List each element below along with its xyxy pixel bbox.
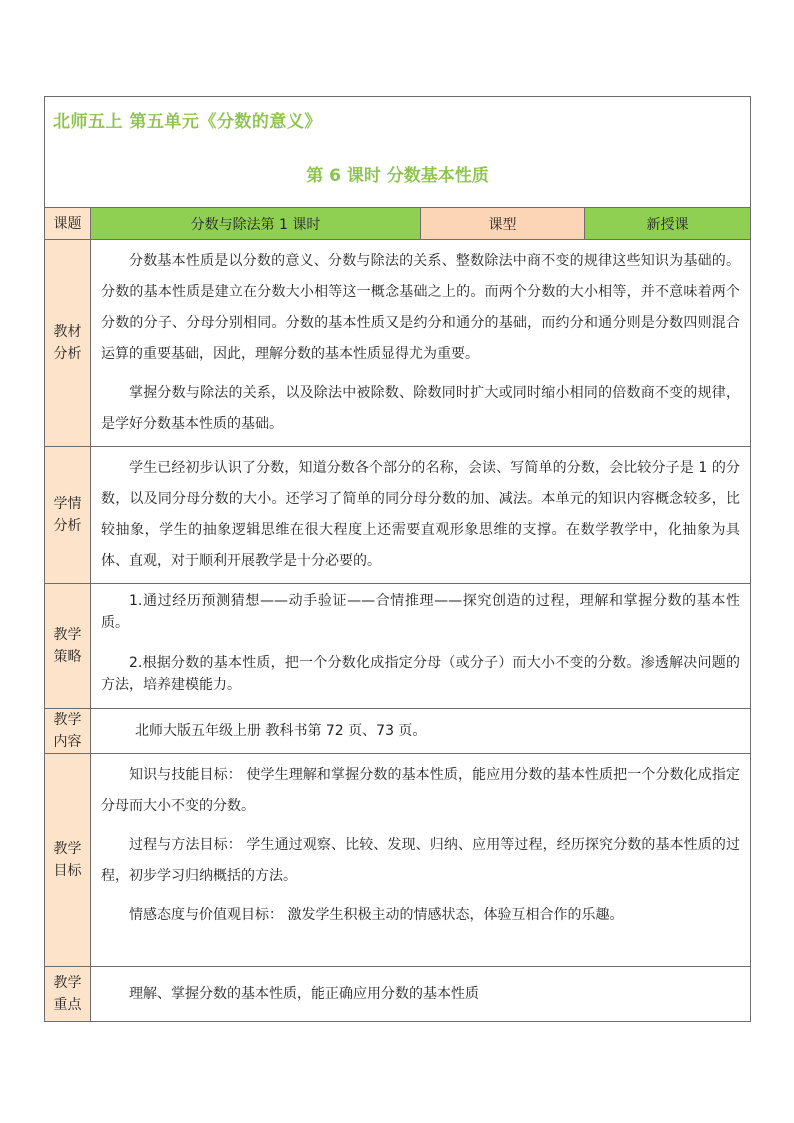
strategy-label: 教学 策略 bbox=[45, 584, 91, 709]
header-row bbox=[45, 97, 751, 208]
materials-label: 教材 分析 bbox=[45, 240, 91, 447]
students-paragraph: 学生已经初步认识了分数，知道分数各个部分的名称，会读、写简单的分数，会比较分子是 1 的分数，以及同分母分数的大小。还学习了简单的同分母分数的加、减法。本单元的知识内容概念较多，比较抽象，学生的抽象逻辑思维在很大程度上还需要直观形象思维的支撑。在数学教学中，化抽象为具体、直观，对于顺利开展教学是十分必要的。 bbox=[101, 460, 740, 569]
students-content bbox=[91, 447, 751, 584]
keypoints-text: 理解、掌握分数的基本性质，能正确应用分数的基本性质 bbox=[91, 967, 751, 1022]
materials-row bbox=[45, 240, 751, 447]
keypoints-row bbox=[45, 967, 751, 1022]
content-text: 北师大版五年级上册 教科书第 72 页、73 页。 bbox=[91, 709, 751, 754]
topic-row bbox=[45, 208, 751, 240]
goals-paragraph: 情感态度与价值观目标： 激发学生积极主动的情感状态，体验互相合作的乐趣。 bbox=[129, 907, 624, 923]
type-label: 课型 bbox=[421, 208, 585, 240]
unit-title: 北师五上 第五单元《分数的意义》 bbox=[53, 112, 322, 132]
topic-label: 课题 bbox=[45, 208, 91, 240]
topic-value: 分数与除法第 1 课时 bbox=[91, 208, 421, 240]
materials-paragraph: 掌握分数与除法的关系，以及除法中被除数、除数同时扩大或同时缩小相同的倍数商不变的规律，是学好分数基本性质的基础。 bbox=[101, 385, 740, 432]
lesson-plan-table bbox=[44, 96, 751, 1022]
goals-paragraph: 过程与方法目标： 学生通过观察、比较、发现、归纳、应用等过程，经历探究分数的基本性质的过程，初步学习归纳概括的方法。 bbox=[101, 837, 740, 884]
strategy-content bbox=[91, 584, 751, 709]
goals-label: 教学 目标 bbox=[45, 754, 91, 967]
lesson-title: 第 6 课时 分数基本性质 bbox=[306, 166, 489, 186]
students-row bbox=[45, 447, 751, 584]
materials-paragraph: 分数基本性质是以分数的意义、分数与除法的关系、整数除法中商不变的规律这些知识为基础的。分数的基本性质是建立在分数大小相等这一概念基础之上的。而两个分数的大小相等，并不意味着两个分数的分子、分母分别相同。分数的基本性质又是约分和通分的基础，而约分和通分则是分数四则混合运算的重要基础，因此，理解分数的基本性质显得尤为重要。 bbox=[101, 253, 740, 362]
goals-content bbox=[91, 754, 751, 967]
keypoints-label: 教学 重点 bbox=[45, 967, 91, 1022]
type-value: 新授课 bbox=[585, 208, 751, 240]
content-row bbox=[45, 709, 751, 754]
strategy-paragraph: 1.通过经历预测猜想——动手验证——合情推理——探究创造的过程，理解和掌握分数的基本性质。 bbox=[101, 593, 740, 631]
header-cell bbox=[45, 97, 751, 208]
lesson-plan-sheet bbox=[44, 96, 750, 1022]
strategy-row bbox=[45, 584, 751, 709]
materials-content bbox=[91, 240, 751, 447]
strategy-paragraph: 2.根据分数的基本性质，把一个分数化成指定分母（或分子）而大小不变的分数。渗透解决问题的方法，培养建模能力。 bbox=[101, 655, 740, 693]
students-label: 学情 分析 bbox=[45, 447, 91, 584]
content-label: 教学 内容 bbox=[45, 709, 91, 754]
goals-paragraph: 知识与技能目标： 使学生理解和掌握分数的基本性质，能应用分数的基本性质把一个分数化成指定分母而大小不变的分数。 bbox=[101, 767, 740, 814]
goals-row bbox=[45, 754, 751, 967]
